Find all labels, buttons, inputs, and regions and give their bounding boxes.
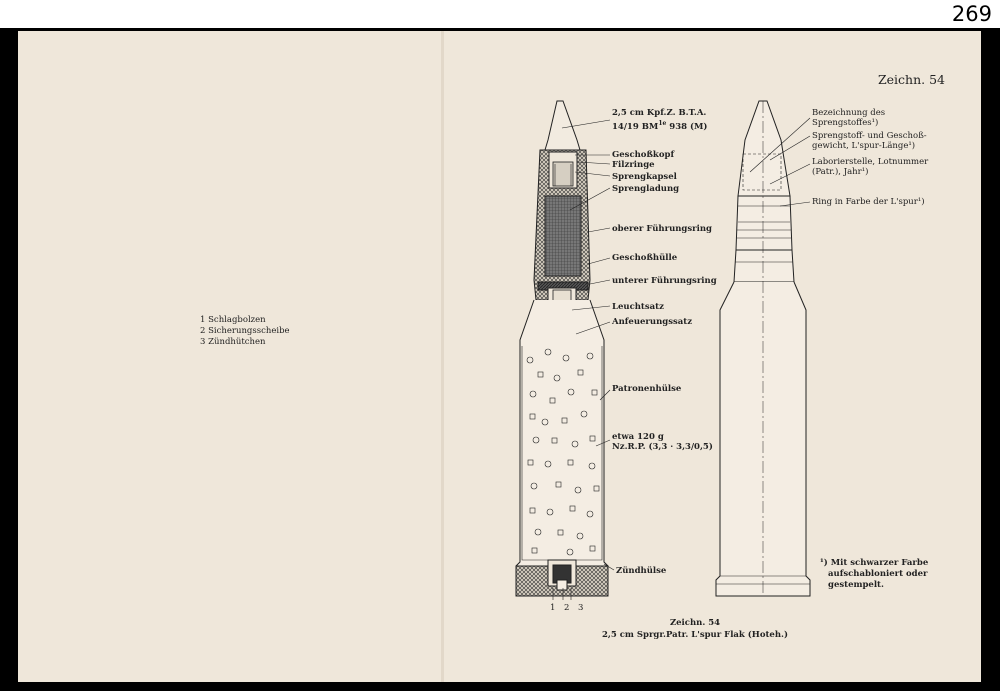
base-number-2: 2	[564, 603, 570, 613]
ext-label: gewicht, L'spur-Länge¹)	[812, 141, 916, 151]
sectional-cartridge	[516, 101, 614, 600]
figure-caption	[560, 617, 830, 641]
base-number-1: 1	[550, 603, 556, 613]
label-geschosshuelle: Geschoßhülle	[612, 253, 678, 263]
label-anfeuerungssatz: Anfeuerungssatz	[612, 317, 693, 327]
ext-label: Ring in Farbe der L'spur¹)	[812, 197, 925, 207]
page-number: 269	[951, 2, 992, 26]
label-oberer-fuehrungsring: oberer Führungsring	[612, 224, 712, 234]
figure-label: Zeichn. 54	[877, 72, 945, 87]
base-number-3: 3	[578, 603, 584, 613]
label-propellant-type: Nz.R.P. (3,3 · 3,3/0,5)	[612, 442, 713, 452]
ext-label: Bezeichnung des	[812, 108, 886, 118]
exterior-cartridge	[716, 101, 810, 596]
label-sprengladung: Sprengladung	[612, 184, 680, 194]
legend-item: 2 Sicherungsscheibe	[200, 326, 290, 336]
legend-item: 3 Zündhütchen	[200, 337, 266, 347]
legend-item: 1 Schlagbolzen	[200, 315, 266, 325]
fuze-code-superscript: 1e	[658, 120, 667, 127]
label-patronenhuelse: Patronenhülse	[612, 384, 682, 394]
label-charge-weight: etwa 120 g	[612, 432, 664, 442]
fuze-model: 938 (M)	[669, 121, 708, 132]
ext-label: Sprengstoff- und Geschoß-	[812, 131, 927, 141]
label-geschosskopf: Geschoßkopf	[612, 150, 675, 160]
fuze-label-line1: 2,5 cm Kpf.Z. B.T.A.	[612, 108, 707, 118]
label-sprengkapsel: Sprengkapsel	[612, 172, 677, 182]
label-filzringe: Filzringe	[612, 160, 655, 170]
caption-subtitle: 2,5 cm Sprgr.Patr. L'spur Flak (Hoteh.)	[601, 630, 788, 640]
caption-title: Zeichn. 54	[669, 618, 721, 628]
fuze-label-line2	[612, 119, 707, 132]
ext-label: Sprengstoffes¹)	[812, 118, 879, 128]
label-unterer-fuehrungsring: unterer Führungsring	[612, 276, 717, 286]
label-zuendhuelse: Zündhülse	[616, 566, 667, 576]
footnote-line: ¹) Mit schwarzer Farbe	[820, 558, 929, 568]
label-leuchtsatz: Leuchtsatz	[612, 302, 664, 312]
ext-label: Laborierstelle, Lotnummer	[812, 157, 929, 167]
footnote-line: aufschabloniert oder	[828, 569, 928, 579]
fuze-code: 14/19 BM	[612, 121, 659, 132]
ext-label: (Patr.), Jahr¹)	[812, 167, 869, 177]
footnote-line: gestempelt.	[828, 580, 884, 590]
